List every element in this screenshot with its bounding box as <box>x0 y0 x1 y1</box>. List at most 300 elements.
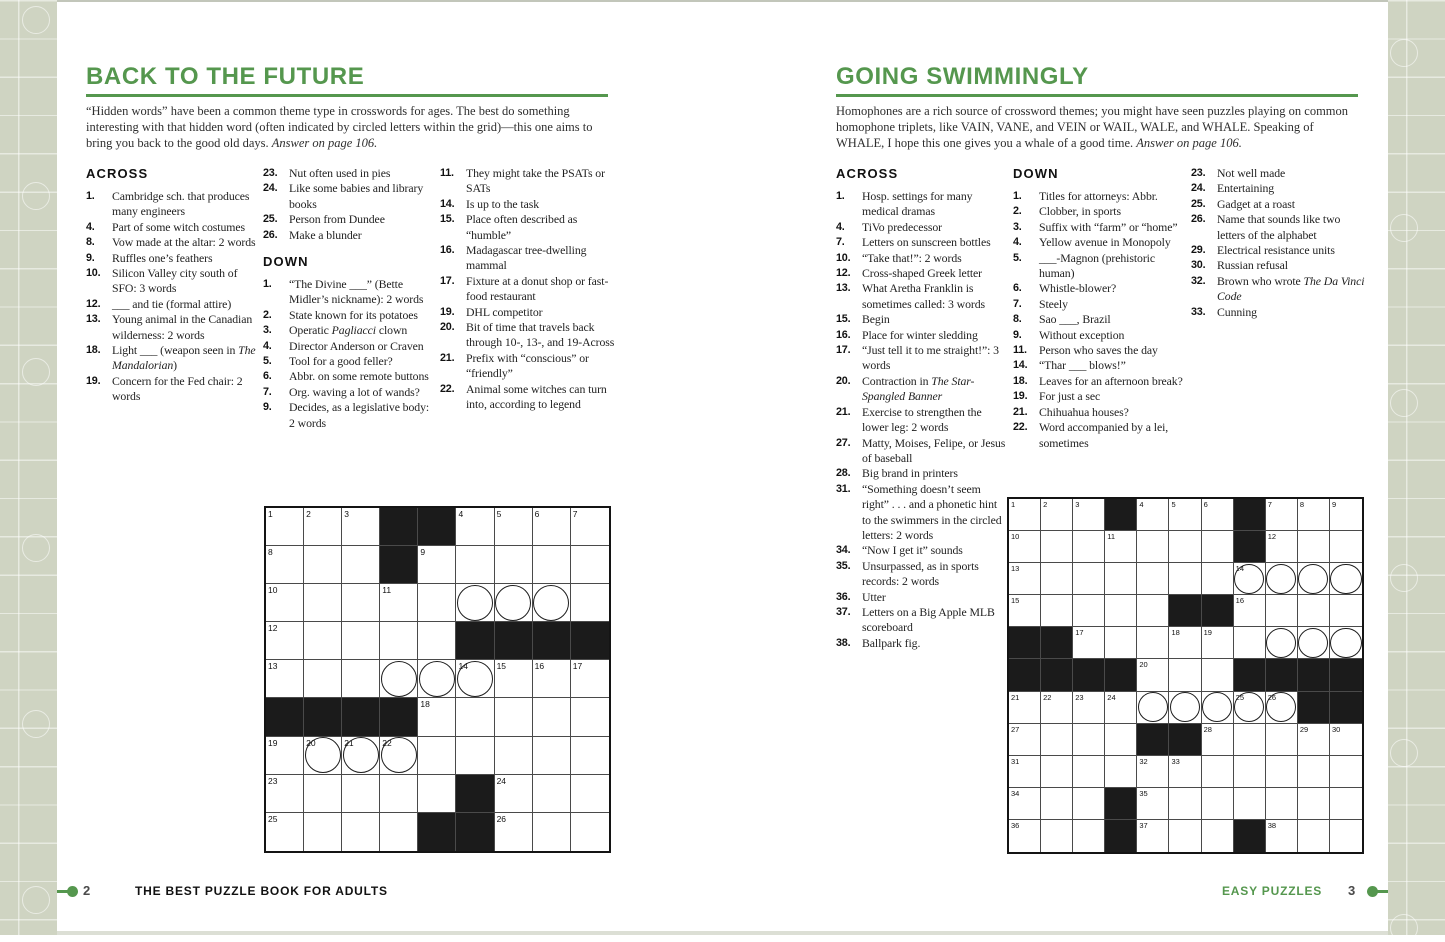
grid-cell <box>1137 499 1169 531</box>
grid-cell <box>1073 627 1105 659</box>
grid-cell-number: 4 <box>458 509 464 519</box>
grid-cell <box>380 775 418 813</box>
clue-text: Unsurpassed, as in sports records: 2 words <box>862 558 979 589</box>
page-number-right: 3 <box>1348 883 1356 898</box>
grid-cell <box>456 737 494 775</box>
clue-text: Part of some witch costumes <box>112 219 245 234</box>
clue-item <box>86 343 258 374</box>
clue-text: Not well made <box>1217 166 1286 180</box>
grid-cell <box>1330 788 1362 820</box>
border-circle-ornament <box>1390 914 1418 942</box>
clue-number: 8. <box>1013 313 1022 326</box>
grid-cell <box>1137 692 1169 724</box>
clue-number: 1. <box>86 190 95 202</box>
clue-item <box>86 189 258 220</box>
clue-item <box>86 220 258 235</box>
grid-cell <box>1041 595 1073 627</box>
clue-number: 30. <box>1191 259 1206 272</box>
border-circle-ornament <box>22 534 50 562</box>
clue-number: 13. <box>836 282 851 295</box>
grid-cell <box>1169 627 1201 659</box>
grid-cell <box>1105 595 1137 627</box>
title-rule-left <box>86 94 608 97</box>
border-circle-ornament <box>22 886 50 914</box>
grid-cell-black <box>1202 595 1234 627</box>
circled-letter-marker <box>495 585 531 621</box>
clue-text: Without exception <box>1039 327 1125 342</box>
clue-text: Like some babies and library books <box>289 181 424 211</box>
clue-number: 26. <box>1191 213 1206 226</box>
clue-number: 29. <box>1191 244 1206 257</box>
grid-cell <box>1234 563 1266 595</box>
clue-text: Ballpark fig. <box>862 635 921 650</box>
circled-letter-marker <box>457 661 493 697</box>
grid-cell-black <box>380 508 418 546</box>
clue-text: ___ and tie (formal attire) <box>112 296 232 311</box>
border-circle-ornament <box>1390 564 1418 592</box>
clue-item <box>86 235 258 250</box>
clue-text: Cambridge sch. that produces many engineers <box>112 189 250 219</box>
clue-text: Letters on sunscreen bottles <box>862 235 991 250</box>
grid-cell <box>1041 820 1073 852</box>
clue-text: Matty, Moises, Felipe, or Jesus of baseball <box>862 435 1006 465</box>
clue-number: 21. <box>1013 405 1028 418</box>
grid-cell <box>1073 724 1105 756</box>
grid-cell <box>1234 788 1266 820</box>
clue-item <box>1013 281 1185 296</box>
grid-cell-number: 19 <box>268 737 278 748</box>
grid-cell <box>1298 563 1330 595</box>
clue-number: 11. <box>440 167 454 179</box>
grid-cell <box>533 737 571 775</box>
clue-text: Suffix with “farm” or “home” <box>1039 219 1178 234</box>
grid-cell <box>1137 595 1169 627</box>
clue-item <box>1013 312 1185 327</box>
clue-number: 14. <box>1013 359 1028 372</box>
grid-cell-number: 19 <box>1203 628 1212 638</box>
clue-number: 19. <box>86 374 101 387</box>
clue-number: 26. <box>263 228 278 241</box>
grid-cell-black <box>456 813 494 851</box>
clue-text: Begin <box>862 312 890 327</box>
crossword-grid-right <box>1007 497 1364 854</box>
grid-cell <box>1202 627 1234 659</box>
clue-text: Gadget at a roast <box>1217 196 1295 211</box>
grid-cell-number: 20 <box>306 737 316 748</box>
grid-cell <box>533 546 571 584</box>
grid-cell <box>1105 627 1137 659</box>
grid-cell-black <box>1234 659 1266 691</box>
grid-cell <box>1009 499 1041 531</box>
grid-cell-black <box>1105 659 1137 691</box>
grid-cell-number: 29 <box>1299 724 1309 734</box>
clue-number: 10. <box>86 267 101 280</box>
grid-cell-number: 9 <box>420 547 426 558</box>
grid-cell <box>1073 820 1105 852</box>
clue-number: 33. <box>1191 305 1206 318</box>
grid-cell <box>1298 595 1330 627</box>
clue-item <box>1013 389 1185 404</box>
circled-letter-marker <box>1170 692 1200 722</box>
grid-cell <box>1266 563 1298 595</box>
grid-cell-number: 18 <box>420 699 430 710</box>
grid-cell-black <box>1234 499 1266 531</box>
clue-number: 8. <box>86 236 95 249</box>
clue-text: Make a blunder <box>289 227 362 242</box>
clue-item <box>440 320 615 351</box>
clue-text: For just a sec <box>1039 389 1101 404</box>
clue-item <box>440 166 615 197</box>
clue-item <box>836 266 1008 281</box>
grid-cell <box>495 584 533 622</box>
grid-cell <box>1009 756 1041 788</box>
clue-text: Operatic Pagliacci clown <box>289 323 408 338</box>
clue-item <box>263 181 435 212</box>
grid-cell-black <box>1266 659 1298 691</box>
border-circle-ornament <box>22 6 50 34</box>
grid-cell-number: 17 <box>1075 628 1084 638</box>
clue-text: Tool for a good feller? <box>289 354 393 369</box>
grid-cell <box>1073 499 1105 531</box>
grid-cell <box>1041 788 1073 820</box>
clue-text: Big brand in printers <box>862 466 958 481</box>
clue-item <box>1013 374 1185 389</box>
clue-text: “Something doesn’t seem right” . . . and a phonetic hint to the swimmers in the circled letters: 2 words <box>862 481 1002 542</box>
clue-item <box>440 197 615 212</box>
grid-cell <box>1169 499 1201 531</box>
grid-cell <box>266 813 304 851</box>
clue-number: 15. <box>440 213 455 226</box>
grid-cell <box>533 698 571 736</box>
clue-item <box>1013 251 1185 282</box>
grid-cell <box>304 775 342 813</box>
grid-cell <box>1298 756 1330 788</box>
grid-cell <box>380 584 418 622</box>
clue-item <box>836 605 1008 636</box>
grid-cell <box>1041 499 1073 531</box>
clue-section-header: DOWN <box>1013 166 1059 181</box>
clue-item <box>836 482 1008 544</box>
clue-item <box>836 436 1008 467</box>
grid-cell-black <box>456 622 494 660</box>
grid-cell <box>342 622 380 660</box>
clue-text: ___-Magnon (prehistoric human) <box>1039 250 1155 281</box>
clue-item <box>1013 297 1185 312</box>
clue-text: Silicon Valley city south of SFO: 3 words <box>112 266 238 296</box>
grid-cell-number: 2 <box>1043 500 1048 509</box>
title-rule-right <box>836 94 1358 97</box>
grid-cell <box>1330 499 1362 531</box>
grid-cell <box>1009 820 1041 852</box>
grid-cell <box>1266 627 1298 659</box>
clue-text: Brown who wrote The Da Vinci Code <box>1217 273 1365 304</box>
grid-cell <box>1266 820 1298 852</box>
grid-cell <box>1202 692 1234 724</box>
grid-cell-number: 17 <box>572 661 583 672</box>
clue-number: 31. <box>836 482 851 495</box>
grid-cell-black <box>1041 659 1073 691</box>
clue-text: Hosp. settings for many medical dramas <box>862 189 973 219</box>
clue-text: TiVo predecessor <box>862 219 942 234</box>
grid-cell <box>495 508 533 546</box>
grid-cell <box>1298 531 1330 563</box>
border-circle-ornament <box>1390 214 1418 242</box>
puzzle-intro-right: Homophones are a rich source of crossword themes; you might have seen puzzles playing on common homophone triplets, like VAIN, VANE, and VEIN or WAIL, WALE, and WHALE. Speaking of WHALE, I hope this one gives you a whale of a good time. Answer on page 106. <box>836 104 1349 150</box>
clue-item <box>1013 189 1185 204</box>
grid-cell <box>418 622 456 660</box>
grid-cell-number: 14 <box>458 661 468 672</box>
grid-cell-number: 11 <box>382 585 392 596</box>
section-label-footer: EASY PUZZLES <box>1222 884 1323 898</box>
clue-item <box>86 297 258 312</box>
clue-column <box>86 166 258 405</box>
grid-cell <box>1073 788 1105 820</box>
clue-text: Madagascar tree-dwelling mammal <box>466 243 587 273</box>
grid-cell <box>1234 692 1266 724</box>
grid-cell-black <box>1169 724 1201 756</box>
grid-cell-black <box>456 775 494 813</box>
grid-cell <box>1073 563 1105 595</box>
grid-cell-number: 7 <box>572 509 578 519</box>
clue-item <box>1013 420 1185 451</box>
clue-text: Contraction in The Star-Spangled Banner <box>862 373 975 404</box>
grid-cell-number: 13 <box>268 661 278 672</box>
grid-cell-number: 28 <box>1203 724 1212 734</box>
clue-text: Animal some witches can turn into, according to legend <box>466 381 607 412</box>
grid-cell <box>1105 724 1137 756</box>
grid-cell-number: 22 <box>1043 692 1052 702</box>
grid-cell <box>1266 595 1298 627</box>
grid-cell <box>1105 692 1137 724</box>
grid-cell <box>1330 595 1362 627</box>
grid-cell <box>304 622 342 660</box>
grid-cell <box>1009 563 1041 595</box>
clue-number: 22. <box>1013 421 1028 434</box>
grid-cell-number: 4 <box>1139 500 1144 509</box>
clue-text: Clobber, in sports <box>1039 204 1121 219</box>
clue-text: Place often described as “humble” <box>466 212 578 242</box>
grid-cell-number: 14 <box>1235 564 1244 574</box>
grid-cell-number: 16 <box>534 661 545 672</box>
grid-cell <box>1234 595 1266 627</box>
grid-cell <box>456 660 494 698</box>
clue-text: Cunning <box>1217 304 1257 319</box>
grid-cell <box>342 775 380 813</box>
clue-item <box>263 385 435 400</box>
circled-letter-marker <box>1298 628 1328 658</box>
grid-cell-number: 2 <box>306 509 311 519</box>
circled-letter-marker <box>381 661 417 697</box>
circled-letter-marker <box>533 585 569 621</box>
clue-text: Person who saves the day <box>1039 343 1158 358</box>
clue-number: 4. <box>1013 236 1022 249</box>
grid-cell-number: 8 <box>268 547 273 558</box>
grid-cell-number: 23 <box>1075 692 1084 702</box>
clue-item <box>836 328 1008 343</box>
clue-number: 6. <box>1013 282 1022 295</box>
clue-item <box>440 274 615 305</box>
border-circle-ornament <box>22 710 50 738</box>
clue-number: 2. <box>1013 205 1022 218</box>
clue-column <box>1013 166 1185 451</box>
grid-cell <box>304 508 342 546</box>
clue-text: Director Anderson or Craven <box>289 338 424 353</box>
grid-cell <box>533 775 571 813</box>
grid-cell-number: 24 <box>496 775 507 786</box>
clue-text: State known for its potatoes <box>289 307 418 322</box>
circled-letter-marker <box>419 661 455 697</box>
clue-number: 7. <box>836 236 845 249</box>
grid-cell <box>495 698 533 736</box>
clue-number: 38. <box>836 636 851 649</box>
grid-cell <box>380 622 418 660</box>
grid-cell <box>342 584 380 622</box>
grid-cell <box>1298 724 1330 756</box>
grid-cell-number: 7 <box>1267 500 1272 509</box>
grid-cell-number: 35 <box>1139 788 1148 798</box>
clue-text: Is up to the task <box>466 196 540 211</box>
grid-cell-black <box>1298 659 1330 691</box>
clue-text: DHL competitor <box>466 304 543 319</box>
circled-letter-marker <box>1138 692 1168 722</box>
clue-number: 12. <box>86 297 101 310</box>
clue-item <box>263 277 435 308</box>
puzzle-intro-left: “Hidden words” have been a common theme type in crosswords for ages. The best do something interesting with that hidden word (often indicated by circled letters within the grid)—this one aims to bring you back to the good old days. Answer on page 106. <box>86 104 593 150</box>
grid-cell <box>1073 595 1105 627</box>
clue-item <box>86 266 258 297</box>
clue-item <box>1013 358 1185 373</box>
clue-number: 14. <box>440 197 455 210</box>
grid-cell <box>1298 499 1330 531</box>
grid-cell <box>342 737 380 775</box>
grid-cell-number: 1 <box>268 509 273 519</box>
clue-text: What Aretha Franklin is sometimes called: 3 words <box>862 281 985 311</box>
clue-item <box>836 220 1008 235</box>
clue-item <box>263 166 435 181</box>
clue-text: “Take that!”: 2 words <box>862 250 962 265</box>
grid-cell <box>1169 659 1201 691</box>
grid-cell <box>571 660 609 698</box>
clue-item <box>86 251 258 266</box>
grid-cell <box>1330 820 1362 852</box>
clue-text: Sao ___, Brazil <box>1039 312 1111 327</box>
grid-cell <box>571 584 609 622</box>
grid-cell <box>1009 692 1041 724</box>
grid-cell <box>1266 499 1298 531</box>
grid-cell <box>1137 659 1169 691</box>
clue-item <box>263 369 435 384</box>
clue-item <box>1191 197 1366 212</box>
grid-cell <box>1202 563 1234 595</box>
grid-cell <box>1041 692 1073 724</box>
grid-cell <box>1073 756 1105 788</box>
clue-item <box>263 323 435 338</box>
clue-number: 25. <box>1191 197 1206 210</box>
grid-cell <box>418 546 456 584</box>
clue-text: Ruffles one’s feathers <box>112 250 213 265</box>
grid-cell <box>342 508 380 546</box>
grid-cell <box>380 737 418 775</box>
clue-item <box>440 351 615 382</box>
clue-item <box>1013 343 1185 358</box>
grid-cell <box>1041 563 1073 595</box>
grid-cell <box>1169 756 1201 788</box>
clue-item <box>440 305 615 320</box>
grid-cell <box>1073 531 1105 563</box>
clue-number: 1. <box>263 278 272 291</box>
clue-number: 12. <box>836 267 851 280</box>
page-bottom-edge <box>57 931 1388 935</box>
grid-cell <box>1202 724 1234 756</box>
grid-cell <box>1169 820 1201 852</box>
grid-cell <box>1234 756 1266 788</box>
grid-cell-number: 5 <box>496 509 502 519</box>
clue-number: 7. <box>263 385 272 398</box>
grid-cell <box>1298 788 1330 820</box>
grid-cell <box>1266 724 1298 756</box>
clue-number: 4. <box>836 220 845 233</box>
grid-cell <box>1330 531 1362 563</box>
circled-letter-marker <box>1330 564 1361 594</box>
grid-cell-number: 8 <box>1299 500 1305 509</box>
clue-item <box>1013 405 1185 420</box>
clue-text: Light ___ (weapon seen in The Mandalorian) <box>112 343 256 373</box>
page-number-left: 2 <box>83 883 91 898</box>
clue-number: 11. <box>1013 344 1027 357</box>
clue-item <box>1191 166 1366 181</box>
border-circle-ornament <box>22 182 50 210</box>
clue-item <box>263 400 435 431</box>
clue-number: 13. <box>86 313 101 326</box>
grid-cell <box>495 660 533 698</box>
crossword-grid-left <box>264 506 611 853</box>
clue-item <box>440 382 615 413</box>
border-circle-ornament <box>1390 39 1418 67</box>
page-title-left: BACK TO THE FUTURE <box>86 63 365 90</box>
grid-cell-number: 36 <box>1011 820 1020 830</box>
grid-cell-black <box>342 698 380 736</box>
grid-cell-number: 10 <box>1011 532 1020 542</box>
clue-item <box>1191 181 1366 196</box>
clue-number: 34. <box>836 544 851 557</box>
grid-cell-number: 22 <box>382 737 392 748</box>
grid-cell <box>495 546 533 584</box>
grid-cell-black <box>1137 724 1169 756</box>
grid-cell-number: 18 <box>1171 628 1180 638</box>
clue-number: 3. <box>263 324 272 337</box>
clue-item <box>836 235 1008 250</box>
clue-item <box>1013 235 1185 250</box>
border-circle-ornament <box>1390 739 1418 767</box>
page-title-right: GOING SWIMMINGLY <box>836 63 1089 90</box>
clue-item <box>836 374 1008 405</box>
clue-item <box>86 312 258 343</box>
grid-cell <box>495 813 533 851</box>
grid-cell <box>266 660 304 698</box>
clue-number: 20. <box>836 374 851 387</box>
grid-cell-black <box>1105 820 1137 852</box>
clue-number: 9. <box>263 401 272 414</box>
grid-cell <box>1105 531 1137 563</box>
grid-cell <box>1330 756 1362 788</box>
circled-letter-marker <box>343 737 379 773</box>
grid-cell <box>571 508 609 546</box>
clue-number: 19. <box>1013 390 1028 403</box>
grid-cell-number: 20 <box>1139 660 1148 670</box>
clue-section-header: ACROSS <box>86 166 149 181</box>
grid-cell <box>1137 788 1169 820</box>
clue-item <box>836 466 1008 481</box>
